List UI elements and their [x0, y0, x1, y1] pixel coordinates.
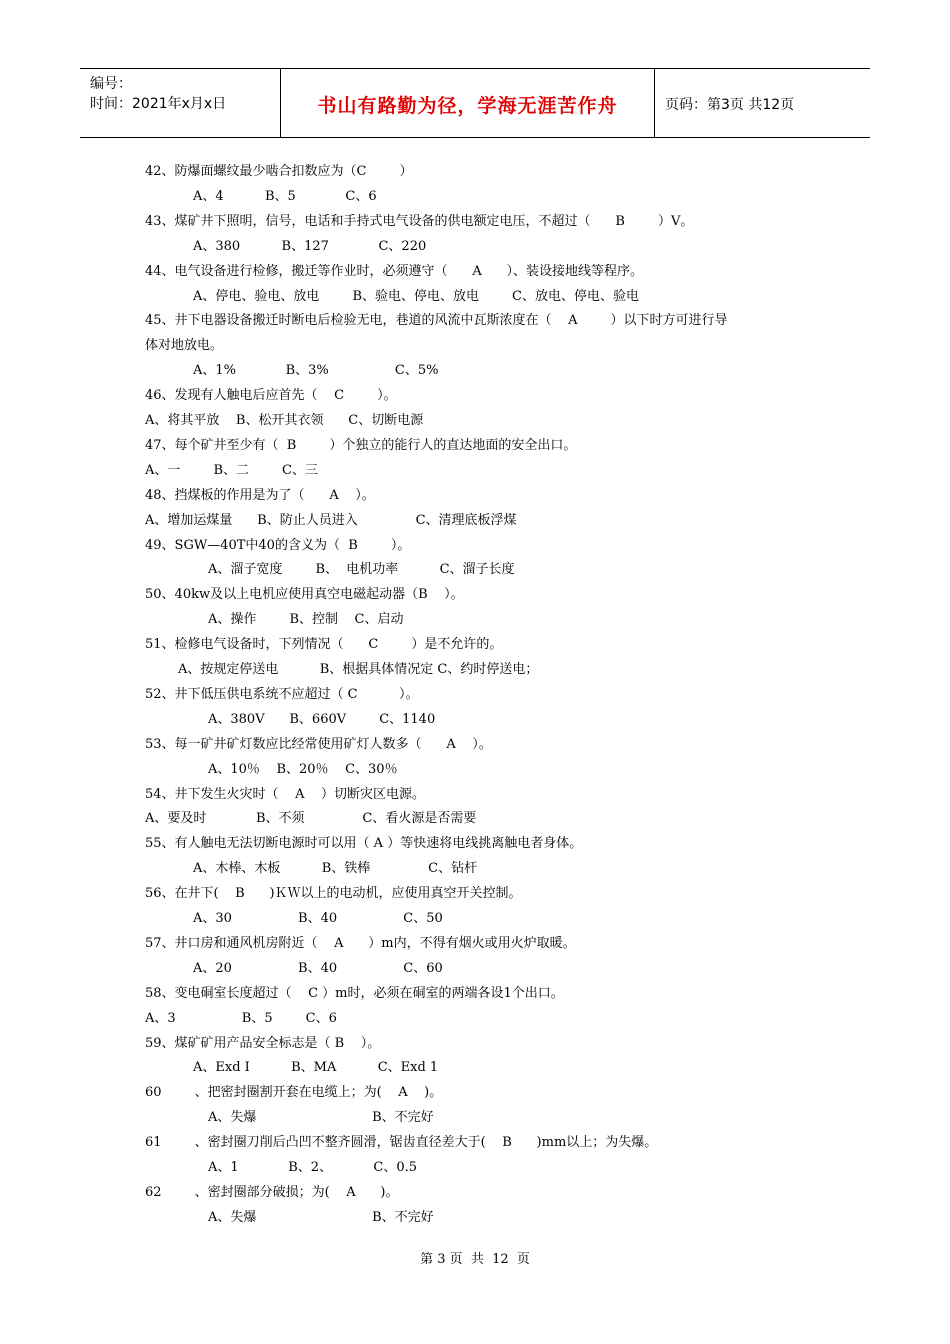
header-page-cell — [655, 69, 870, 137]
page-header — [80, 68, 870, 138]
question-line: 58、变电硐室长度超过（ C ）m时，必须在硐室的两端各设1个出口。 — [145, 986, 564, 1001]
question-line: 53、每一矿井矿灯数应比经常使用矿灯人数多（ A ）。 — [145, 737, 492, 752]
question-line: A、将其平放 B、松开其衣领 C、切断电源 — [145, 413, 424, 428]
question-line: 47、每个矿井至少有（ B ）个独立的能行人的直达地面的安全出口。 — [145, 438, 577, 453]
question-line: 49、SGW—40T中40的含义为（ B ）。 — [145, 538, 411, 553]
question-line: A、停电、验电、放电 B、验电、停电、放电 C、放电、停电、验电 — [193, 289, 640, 304]
question-line: A、1% B、3% C、5% — [193, 363, 439, 378]
question-line: A、失爆 B、不完好 — [208, 1210, 434, 1225]
header-motto-cell — [281, 69, 655, 137]
question-line: A、失爆 B、不完好 — [208, 1110, 434, 1125]
question-line: A、380V B、660V C、1140 — [208, 712, 436, 727]
question-line: A、Exd I B、MA C、Exd 1 — [193, 1060, 439, 1075]
question-line: A、增加运煤量 B、防止人员进入 C、清理底板浮煤 — [145, 513, 517, 528]
page-footer: 第 3 页 共 12 页 — [420, 1252, 530, 1267]
question-line: A、操作 B、控制 C、启动 — [208, 612, 404, 627]
question-line: A、380 B、127 C、220 — [193, 239, 427, 254]
question-line: 50、40kw及以上电机应使用真空电磁起动器（B ）。 — [145, 587, 464, 602]
question-line: A、木棒、木板 B、铁棒 C、钻杆 — [193, 861, 478, 876]
question-line: A、按规定停送电 B、根据具体情况定 C、约时停送电； — [178, 662, 539, 677]
question-line: 51、检修电气设备时，下列情况（ C ）是不允许的。 — [145, 637, 503, 652]
header-page-info: 页码：第3页 共12页 — [665, 97, 795, 113]
question-line: A、要及时 B、不须 C、看火源是否需要 — [145, 811, 477, 826]
question-line: 59、煤矿矿用产品安全标志是（ B ）。 — [145, 1036, 381, 1051]
question-line: 55、有人触电无法切断电源时可以用（ A ）等快速将电线挑离触电者身体。 — [145, 836, 583, 851]
header-motto: 书山有路勤为径，学海无涯苦作舟 — [317, 95, 618, 117]
doc-number-label: 编号： — [90, 76, 132, 92]
question-line: A、3 B、5 C、6 — [145, 1011, 337, 1026]
question-line: A、10％ B、20％ C、30％ — [208, 762, 398, 777]
question-line: 46、发现有人触电后应首先（ C ）。 — [145, 388, 397, 403]
question-line: A、溜子宽度 B、 电机功率 C、溜子长度 — [208, 562, 515, 577]
question-line: A、一 B、二 C、三 — [145, 463, 319, 478]
question-line: A、20 B、40 C、60 — [193, 961, 443, 976]
question-line: A、4 B、5 C、6 — [193, 189, 377, 204]
question-line: 43、煤矿井下照明，信号，电话和手持式电气设备的供电额定电压，不超过（ B ）V。 — [145, 214, 694, 229]
question-line: 60 、把密封圈割开套在电缆上；为( A )。 — [145, 1085, 443, 1100]
question-line: 57、井口房和通风机房附近（ A ）m内，不得有烟火或用火炉取暖。 — [145, 936, 576, 951]
question-line: 45、井下电器设备搬迁时断电后检验无电，巷道的风流中瓦斯浓度在（ A ）以下时方可进行导 — [145, 313, 728, 328]
question-line: 体对地放电。 — [145, 338, 224, 353]
question-line: 52、井下低压供电系统不应超过（ C ）。 — [145, 687, 419, 702]
question-line: 44、电气设备进行检修，搬迁等作业时，必须遵守（ A ）、装设接地线等程序。 — [145, 264, 644, 279]
question-line: 61 、密封圈刀削后凸凹不整齐圆滑，锯齿直径差大于( B )mm以上；为失爆。 — [145, 1135, 658, 1150]
question-line: 54、井下发生火灾时（ A ）切断灾区电源。 — [145, 787, 425, 802]
question-line: A、30 B、40 C、50 — [193, 911, 443, 926]
question-line: A、1 B、2、 C、0.5 — [208, 1160, 418, 1175]
question-line: 42、防爆面螺纹最少啮合扣数应为（C ） — [145, 164, 413, 179]
header-meta-cell — [80, 69, 281, 137]
doc-time-label: 时间：2021年x月x日 — [90, 96, 227, 112]
question-line: 56、在井下( B )ＫＷ以上的电动机，应使用真空开关控制。 — [145, 886, 522, 901]
question-line: 62 、密封圈部分破损；为( A )。 — [145, 1185, 399, 1200]
question-line: 48、挡煤板的作用是为了（ A ）。 — [145, 488, 375, 503]
